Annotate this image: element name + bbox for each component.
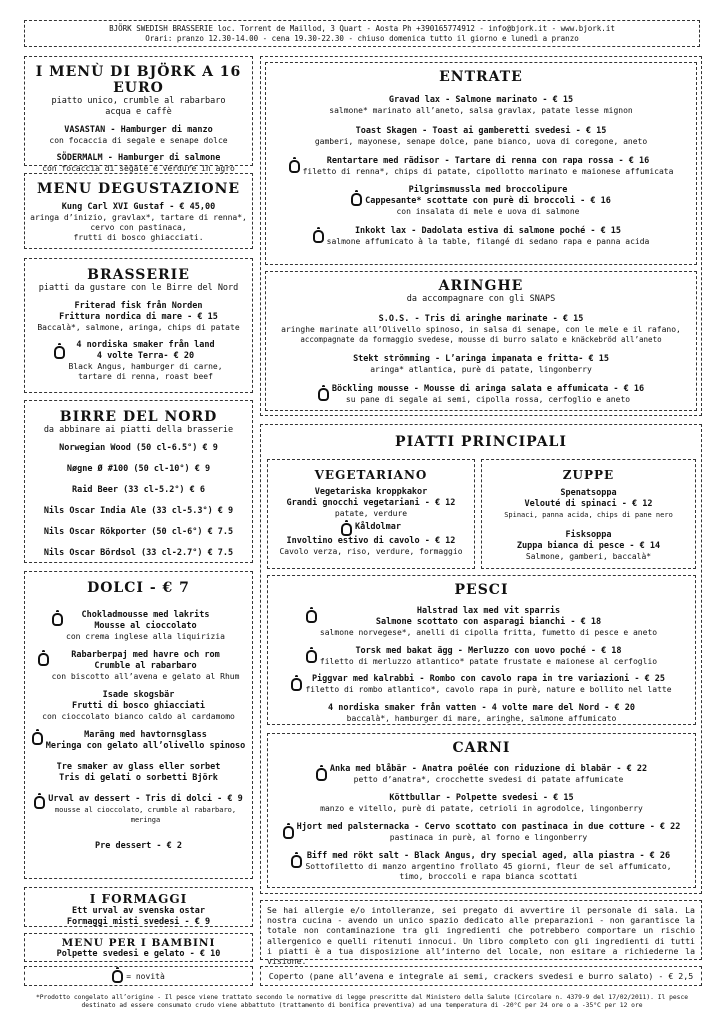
new-item-icon [313, 230, 324, 243]
bambini-box [24, 933, 253, 962]
fish-item: Piggvar med kalrabbi - Rombo con cavolo rapa in tre variazioni - € 25 [311, 674, 666, 684]
menu16-item-desc: con focaccia di segale e senape dolce [49, 136, 228, 145]
dessert-item: Isade skogsbär [102, 690, 175, 700]
meat-desc: timo, broccoli e rapa bianca scottati [399, 872, 578, 881]
dolci-box [24, 571, 253, 879]
dessert-item: Crumble al rabarbaro [94, 661, 197, 671]
vegetariano-box [267, 459, 475, 569]
dessert-item: Urval av dessert - Tris di dolci - € 9 [48, 794, 243, 804]
soup-item: Zuppa bianca di pesce - € 14 [516, 541, 661, 551]
dessert-item: Mousse al cioccolato [94, 621, 197, 631]
vegetarian-item: Kåldolmar [354, 522, 402, 532]
dessert-desc: con crema inglese alla liquirizia [66, 632, 225, 641]
brasserie-desc: tartare di renna, roast beef [78, 372, 213, 381]
entrate-box [265, 62, 697, 265]
new-item-icon [289, 160, 300, 173]
meat-desc: petto d’anatra*, crocchette svedesi di patate affumicate [353, 775, 624, 784]
vegetarian-item: Grandi gnocchi vegetariani - € 12 [286, 498, 456, 508]
principali-title: PIATTI PRINCIPALI [395, 434, 567, 450]
dessert-desc: meringa [130, 816, 161, 824]
entrate-title: ENTRATE [439, 69, 523, 85]
birre-title: BIRRE DEL NORD [59, 409, 218, 425]
new-item-icon [306, 650, 317, 663]
brasserie-item: Frittura nordica di mare - € 15 [59, 312, 218, 322]
herring-item: Böckling mousse - Mousse di aringa salata e affumicata - € 16 [331, 384, 645, 394]
starter-item: Pilgrimsmussla med broccolipure [408, 185, 568, 195]
starter-item: Gravad lax - Salmone marinato - € 15 [388, 95, 574, 105]
bambini-item: Polpette svedesi e gelato - € 10 [56, 949, 221, 959]
fish-item: Halstrad lax med vit sparris [416, 606, 561, 616]
menu16-intro: piatto unico, crumble al rabarbaro [51, 96, 226, 106]
starter-item: Cappesante* scottate con purè di broccoli - € 16 [365, 196, 611, 206]
beer-item: Nils Oscar India Ale (33 cl-5.3°) € 9 [43, 506, 234, 516]
birre-sub: da abbinare ai piatti della brasserie [43, 425, 234, 435]
herring-desc: aringhe marinate all’Olivello spinoso, in salsa di senape, con le mele e il rafano, [281, 325, 681, 334]
degustazione-title: MENU DEGUSTAZIONE [36, 181, 241, 197]
menu16-intro2: acqua e caffè [105, 107, 172, 117]
dessert-item: Chokladmousse med lakrits [81, 610, 210, 620]
meat-desc: manzo e vitello, purè di patate, cetrioli in agrodolce, lingonberry [320, 804, 643, 813]
soup-desc: Salmone, gamberi, baccalà* [525, 552, 652, 561]
formaggi-title: I FORMAGGI [89, 892, 188, 906]
vegetarian-desc: patate, verdure [334, 509, 408, 518]
new-item-icon [38, 653, 49, 666]
vegetarian-item: Involtino estivo di cavolo - € 12 [286, 536, 456, 546]
degustazione-box [24, 173, 253, 249]
meat-item: Köttbullar - Polpette svedesi - € 15 [389, 793, 574, 803]
formaggi-item: Ett urval av svenska ostar [71, 906, 206, 916]
dessert-item: Meringa con gelato all’olivello spinoso [45, 741, 246, 751]
dessert-item: Tris di gelati o sorbetti Björk [59, 773, 218, 783]
degustazione-desc: cervo con pastinaca, [90, 223, 187, 232]
legend-box [24, 966, 253, 986]
dessert-item: Maräng med havtornsglass [84, 730, 207, 740]
header-box [24, 20, 700, 47]
dessert-item: Tre smaker av glass eller sorbet [56, 762, 221, 772]
vegetariano-title: VEGETARIANO [314, 468, 428, 482]
formaggi-item: Formaggi misti svedesi - € 9 [66, 917, 211, 927]
soup-item: Fisksoppa [565, 530, 612, 540]
fish-item: Torsk med bakat ägg - Merluzzo con uovo poché - € 18 [355, 646, 622, 656]
allergie-box [260, 900, 702, 967]
starter-desc: gamberi, mayonese, senape dolce, pane bianco, uova di coregone, aneto [314, 137, 648, 146]
new-item-icon [52, 613, 63, 626]
soup-item: Velouté di spinaci - € 12 [524, 499, 653, 509]
new-item-icon [112, 970, 123, 983]
brasserie-item: 4 nordiska smaker från land [76, 340, 215, 350]
menu16-item: SÖDERMALM - Hamburger di salmone [56, 153, 221, 163]
new-item-icon [291, 855, 302, 868]
fish-desc: filetto di merluzzo atlantico* patate frustate e maionese al cerfoglio [319, 657, 658, 666]
starter-desc: con insalata di mele e uova di salmone [396, 207, 580, 216]
legend-label: = novità [126, 971, 165, 981]
beer-item: Norwegian Wood (50 cl-6.5°) € 9 [59, 443, 218, 453]
fish-item: Salmone scottato con asparagi bianchi - € 18 [375, 617, 602, 627]
fish-desc: filetto di rombo atlantico*, cavolo rapa in purè, nature e bollito nel latte [305, 685, 672, 694]
dessert-desc: con biscotto all’avena e gelato al Rhum [51, 672, 240, 681]
starter-item: Rentartare med rädisor - Tartare di renna con rapa rossa - € 16 [326, 156, 650, 166]
soup-desc: Spinaci, panna acida, chips di pane nero [504, 511, 673, 519]
new-item-icon [32, 732, 43, 745]
degustazione-desc: aringa d’inizio, gravlax*, tartare di renna*, [30, 213, 247, 222]
footer-note: *Prodotto congelato all’origine - Il pesce viene trattato secondo le normative di legge prescritte dal Ministero della Salute (Circolare n. 4379-9 del 17/02/2011). Il pesce destinato ad essere consumato crudo viene abbattuto (trattamento di bonifica preventiva) ad una temperatura di -20°C per 24 ore o a -35°C per 12 ore [35, 994, 689, 1009]
coperto-box [260, 966, 702, 986]
brasserie-title: BRASSERIE [87, 267, 190, 283]
dessert-item: Rabarberpaj med havre och rom [71, 650, 220, 660]
menu16-title: I MENÙ DI BJÖRK A 16 EURO [35, 64, 242, 96]
new-item-icon [291, 678, 302, 691]
new-item-icon [283, 826, 294, 839]
new-item-icon [351, 193, 362, 206]
fish-desc: baccalà*, hamburger di mare, aringhe, salmone affumicato [346, 714, 617, 723]
degustazione-desc: frutti di bosco ghiacciati. [73, 233, 204, 242]
new-item-icon [316, 768, 327, 781]
beer-item: Nils Oscar Bördsol (33 cl-2.7°) € 7.5 [43, 548, 234, 558]
vegetarian-desc: Cavolo verza, riso, verdure, formaggio [279, 547, 463, 556]
header-hours: Orari: pranzo 12.30-14.00 - cena 19.30-22.30 - chiuso domenica tutto il giorno e lunedì a pranzo [145, 34, 579, 43]
header-address: BJÖRK SWEDISH BRASSERIE loc. Torrent de Maillod, 3 Quart - Aosta Ph +390165774912 - info@bjork.it - www.bjork.it [109, 24, 615, 33]
herring-item: Stekt strömming - L’aringa impanata e fritta- € 15 [353, 354, 609, 364]
brasserie-item: 4 volte Terra- € 20 [96, 351, 195, 361]
herring-desc: accompagnate da formaggio svedese, mousse di burro salato e knäckebröd all’aneto [300, 335, 662, 344]
brasserie-sub: piatti da gustare con le Birre del Nord [38, 283, 239, 293]
beer-item: Nøgne Ø #100 (50 cl-10°) € 9 [66, 464, 211, 474]
vegetarian-item: Vegetariska kroppkakor [314, 487, 428, 497]
starter-item: Toast Skagen - Toast ai gamberetti svedesi - € 15 [355, 126, 607, 136]
beer-item: Nils Oscar Rökporter (50 cl-6°) € 7.5 [43, 527, 234, 537]
meat-item: Biff med rökt salt - Black Angus, dry special aged, alla piastra - € 26 [306, 851, 671, 861]
starter-desc: salmone affumicato à la table, filangé di sedano rapa e panna acida [326, 237, 650, 246]
soup-item: Spenatsoppa [560, 488, 617, 498]
menu16-item: VASASTAN - Hamburger di manzo [64, 125, 213, 135]
herring-desc: aringa* atlantica, purè di patate, lingonberry [370, 365, 592, 374]
aringhe-box [265, 271, 697, 411]
brasserie-item: Friterad fisk från Norden [74, 301, 203, 311]
new-item-icon [318, 388, 329, 401]
meat-item: Hjort med palsternacka - Cervo scottato con pastinaca in due cotture - € 22 [296, 822, 681, 832]
dessert-item: Frutti di bosco ghiacciati [71, 701, 206, 711]
new-item-icon [54, 346, 65, 359]
zuppe-title: ZUPPE [562, 468, 615, 482]
new-item-icon [306, 610, 317, 623]
herring-desc: su pane di segale ai semi, cipolla rossa, cerfoglio e aneto [345, 395, 631, 404]
brasserie-box [24, 258, 253, 393]
fish-desc: salmone norvegese*, anelli di cipolla fritta, fumetto di pesce e aneto [319, 628, 658, 637]
birre-box [24, 400, 253, 563]
menu16-item-desc: con focaccia di segale e verdure in agro [42, 164, 235, 173]
allergie-text: Se hai allergie e/o intolleranze, sei pregato di avvertire il personale di sala. La nostra cucina - avendo un unico spazio dedicato alle preparazioni - non garantisce la totale non contaminazione tra gli ingredienti che potrebbero comportare un rischio allergenico e quelli ritenuti innocui. Un libro completo con gli ingredienti di tutti i piatti è a tua disposizione all’interno del locale, non esitare a richiederne la visione. [267, 905, 695, 967]
pesci-title: PESCI [454, 582, 509, 598]
herring-item: S.O.S. - Tris di aringhe marinate - € 15 [378, 314, 584, 324]
dolci-title: DOLCI - € 7 [87, 580, 190, 596]
brasserie-desc: Black Angus, hamburger di carne, [68, 362, 223, 371]
starter-desc: filetto di renna*, chips di patate, cipollotto marinato e maionese affumicata [302, 167, 674, 176]
dessert-item: Pre dessert - € 2 [95, 841, 182, 851]
aringhe-title: ARINGHE [438, 278, 524, 294]
meat-item: Anka med blåbär - Anatra poêlée con riduzione di blabär - € 22 [329, 764, 648, 774]
meat-desc: Sottofiletto di manzo argentino frollato 45 giorni, fleur de sel affumicato, [305, 862, 672, 871]
new-item-icon [341, 523, 352, 536]
dessert-desc: con cioccolato bianco caldo al cardamomo [42, 712, 235, 721]
carni-box [267, 733, 696, 888]
zuppe-box [481, 459, 696, 569]
brasserie-desc: Baccalà*, salmone, aringa, chips di patate [37, 323, 240, 332]
new-item-icon [34, 796, 45, 809]
meat-desc: pastinaca in purè, al forno e lingonberry [389, 833, 588, 842]
aringhe-sub: da accompagnare con gli SNAPS [406, 294, 556, 304]
starter-desc: salmone* marinato all’aneto, salsa gravlax, patate lesse mignon [329, 106, 633, 115]
beer-item: Raid Beer (33 cl-5.2°) € 6 [71, 485, 206, 495]
coperto-text: Coperto (pane all’avena e integrale ai semi, crackers svedesi e burro salato) - € 2,5 [268, 971, 694, 981]
menu16-box [24, 56, 253, 173]
degustazione-item: Kung Carl XVI Gustaf - € 45,00 [61, 202, 216, 212]
bambini-title: MENU PER I BAMBINI [61, 937, 216, 949]
dessert-desc: mousse al cioccolato, crumble al rabarbaro, [54, 806, 237, 814]
fish-item: 4 nordiska smaker från vatten - 4 volte mare del Nord - € 20 [327, 703, 636, 713]
starter-item: Inkokt lax - Dadolata estiva di salmone poché - € 15 [354, 226, 622, 236]
pesci-box [267, 575, 696, 725]
formaggi-box [24, 887, 253, 927]
carni-title: CARNI [452, 740, 511, 756]
